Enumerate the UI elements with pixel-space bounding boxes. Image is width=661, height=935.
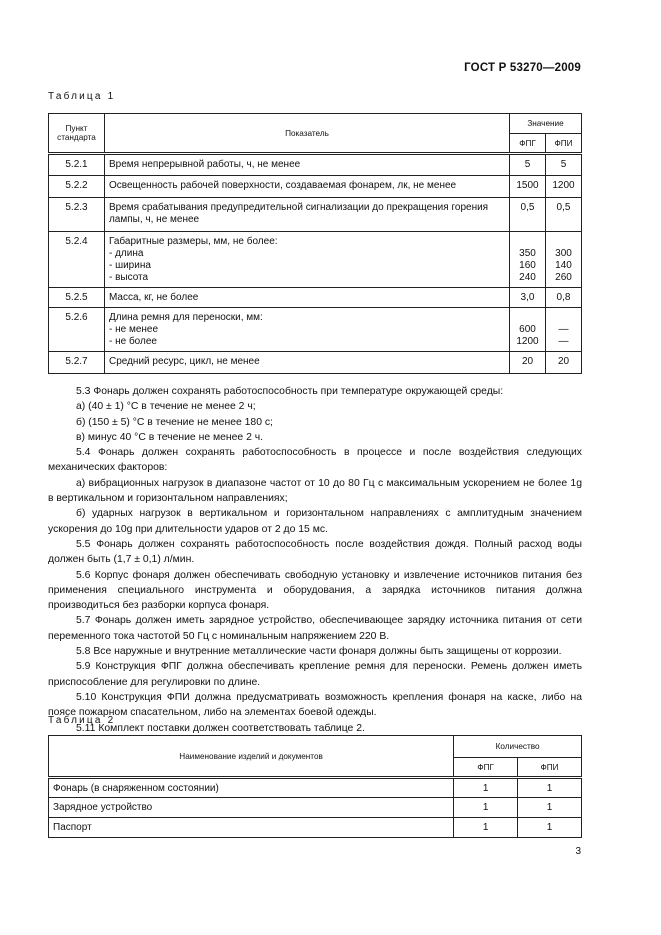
fpg-value-cell bbox=[510, 176, 546, 198]
table-row bbox=[49, 154, 582, 176]
body-text bbox=[48, 384, 582, 736]
table-row bbox=[49, 352, 582, 374]
paragraph: 5.5 Фонарь должен сохранять работоспособность после воздействия дождя. Полный расход воды должен быть (1,7 ± 0,1) л/мин. bbox=[48, 538, 582, 566]
table-row bbox=[49, 198, 582, 232]
fpg-value: 5 bbox=[524, 159, 531, 170]
fpg-value-cell bbox=[510, 198, 546, 232]
fpg-value-cell bbox=[510, 308, 546, 352]
fpi-value: 1 bbox=[518, 778, 582, 798]
fpi-value: 300 bbox=[555, 248, 572, 259]
indicator-line: Время срабатывания предупредительной сигнализации до прекращения горения лампы, ч, не менее bbox=[108, 202, 489, 225]
fpg-value: 1500 bbox=[516, 180, 539, 191]
fpi-value-cell bbox=[546, 352, 582, 374]
fpi-value bbox=[550, 312, 577, 324]
table-row bbox=[49, 798, 582, 818]
table2-caption: Таблица 2 bbox=[48, 715, 116, 726]
fpg-value: 600 bbox=[519, 324, 536, 335]
fpi-value: 0,5 bbox=[556, 202, 571, 213]
fpi-value: 1200 bbox=[552, 180, 575, 191]
fpi-value-cell bbox=[546, 176, 582, 198]
paragraph: в) минус 40 °С в течение не менее 2 ч. bbox=[76, 431, 264, 443]
indicator-line: Время непрерывной работы, ч, не менее bbox=[108, 159, 301, 170]
col-header-fpg: ФПГ bbox=[510, 134, 546, 154]
paragraph: 5.8 Все наружные и внутренние металлические части фонаря должны быть защищены от коррозии. bbox=[76, 646, 562, 658]
paragraph: а) вибрационных нагрузок в диапазоне частот от 10 до 80 Гц с максимальным ускорением не более 1g в вертикальном и горизонтальном направлениях; bbox=[48, 477, 582, 505]
table-row bbox=[49, 232, 582, 288]
fpi-value: 20 bbox=[557, 356, 570, 367]
fpg-value: 240 bbox=[519, 272, 536, 283]
col-header-value: Значение bbox=[510, 114, 582, 134]
col-header-quantity: Количество bbox=[454, 736, 582, 758]
punkt-cell: 5.2.4 bbox=[49, 232, 105, 288]
indicator-line: - не более bbox=[108, 336, 157, 347]
name-cell: Фонарь (в снаряженном состоянии) bbox=[49, 778, 454, 798]
document-id: ГОСТ Р 53270—2009 bbox=[464, 62, 581, 74]
name-cell: Паспорт bbox=[49, 818, 454, 838]
paragraph: 5.7 Фонарь должен иметь зарядное устройство, обеспечивающее зарядку источника питания от сети переменного тока частотой 50 Гц с номинальным напряжением 220 В. bbox=[48, 615, 582, 642]
fpg-value: 350 bbox=[519, 248, 536, 259]
fpg-value: 160 bbox=[519, 260, 536, 271]
page-number: 3 bbox=[575, 846, 581, 857]
indicator-cell bbox=[104, 288, 509, 308]
indicator-cell bbox=[104, 308, 509, 352]
indicator-line: Габаритные размеры, мм, не более: bbox=[108, 236, 278, 247]
fpg-value: 3,0 bbox=[520, 292, 535, 303]
paragraph: а) (40 ± 1) °С в течение не менее 2 ч; bbox=[76, 401, 256, 413]
indicator-line: Длина ремня для переноски, мм: bbox=[108, 312, 263, 323]
punkt-cell: 5.2.3 bbox=[49, 198, 105, 232]
paragraph: 5.3 Фонарь должен сохранять работоспособность при температуре окружающей среды: bbox=[76, 386, 504, 397]
col-header-punkt: Пункт стандарта bbox=[49, 114, 105, 154]
table-row bbox=[49, 176, 582, 198]
punkt-cell: 5.2.1 bbox=[49, 154, 105, 176]
table1-caption: Таблица 1 bbox=[48, 91, 116, 102]
fpg-value bbox=[514, 312, 541, 324]
fpg-value: 1200 bbox=[516, 336, 539, 347]
paragraph: 5.4 Фонарь должен сохранять работоспособность в процессе и после воздействия следующих механических факторов: bbox=[48, 447, 582, 474]
table-row bbox=[49, 818, 582, 838]
name-cell: Зарядное устройство bbox=[49, 798, 454, 818]
table-row bbox=[49, 778, 582, 798]
fpi-value-cell bbox=[546, 232, 582, 288]
fpi-value: 1 bbox=[518, 798, 582, 818]
fpi-value: 0,8 bbox=[556, 292, 571, 303]
paragraph: 5.6 Корпус фонаря должен обеспечивать свободную установку и извлечение источников питания без применения специального инструмента и оборудования, а зарядка источников питания должна производиться без разборки корпуса фонаря. bbox=[48, 569, 582, 612]
indicator-cell bbox=[104, 154, 509, 176]
table-row bbox=[49, 308, 582, 352]
fpi-value bbox=[550, 236, 577, 248]
fpg-value-cell bbox=[510, 154, 546, 176]
punkt-cell: 5.2.6 bbox=[49, 308, 105, 352]
col-header-fpi: ФПИ bbox=[546, 134, 582, 154]
indicator-line: - ширина bbox=[108, 260, 151, 271]
fpi-value-cell bbox=[546, 198, 582, 232]
fpi-value-cell bbox=[546, 154, 582, 176]
col-header-fpg: ФПГ bbox=[454, 758, 518, 778]
indicator-line: - высота bbox=[108, 272, 149, 283]
indicator-line: - длина bbox=[108, 248, 144, 259]
fpi-value-cell bbox=[546, 288, 582, 308]
paragraph: 5.11 Комплект поставки должен соответствовать таблице 2. bbox=[76, 722, 365, 734]
paragraph: б) ударных нагрузок в вертикальном и горизонтальном направлениях с амплитудным значением ускорения до 10g при длительности ударов от 2 до 15 мс. bbox=[48, 508, 582, 535]
col-header-fpi: ФПИ bbox=[518, 758, 582, 778]
fpi-value: — bbox=[558, 336, 569, 347]
fpi-value: 5 bbox=[560, 159, 567, 170]
indicator-line: Освещенность рабочей поверхности, создаваемая фонарем, лк, не менее bbox=[108, 180, 457, 191]
punkt-cell: 5.2.5 bbox=[49, 288, 105, 308]
fpg-value: 1 bbox=[454, 778, 518, 798]
paragraph: б) (150 ± 5) °С в течение не менее 180 с; bbox=[76, 416, 273, 428]
fpg-value-cell bbox=[510, 352, 546, 374]
indicator-cell bbox=[104, 232, 509, 288]
paragraph: 5.10 Конструкция ФПИ должна предусматривать возможность крепления фонаря на каске, либо на поясе пожарном спасательном, либо на элементах боевой одежды. bbox=[48, 691, 582, 719]
fpi-value-cell bbox=[546, 308, 582, 352]
indicator-line: Масса, кг, не более bbox=[108, 292, 199, 303]
fpi-value: 140 bbox=[555, 260, 572, 271]
indicator-cell bbox=[104, 198, 509, 232]
indicator-cell bbox=[104, 176, 509, 198]
fpi-value: 260 bbox=[555, 272, 572, 283]
table1 bbox=[48, 113, 582, 374]
indicator-cell bbox=[104, 352, 509, 374]
fpg-value-cell bbox=[510, 232, 546, 288]
table2 bbox=[48, 735, 582, 838]
fpg-value: 0,5 bbox=[520, 202, 535, 213]
punkt-cell: 5.2.7 bbox=[49, 352, 105, 374]
fpi-value: 1 bbox=[518, 818, 582, 838]
fpi-value: — bbox=[558, 324, 569, 335]
fpg-value-cell bbox=[510, 288, 546, 308]
fpg-value: 1 bbox=[454, 798, 518, 818]
fpg-value: 1 bbox=[454, 818, 518, 838]
fpg-value bbox=[514, 236, 541, 248]
fpg-value: 20 bbox=[521, 356, 534, 367]
indicator-line: - не менее bbox=[108, 324, 159, 335]
punkt-cell: 5.2.2 bbox=[49, 176, 105, 198]
col-header-indicator: Показатель bbox=[104, 114, 509, 154]
col-header-name: Наименование изделий и документов bbox=[49, 736, 454, 778]
table-row bbox=[49, 288, 582, 308]
indicator-line: Средний ресурс, цикл, не менее bbox=[108, 356, 260, 367]
paragraph: 5.9 Конструкция ФПГ должна обеспечивать крепление ремня для переноски. Ремень должен иметь приспособление для регулировки по длине. bbox=[48, 661, 582, 688]
